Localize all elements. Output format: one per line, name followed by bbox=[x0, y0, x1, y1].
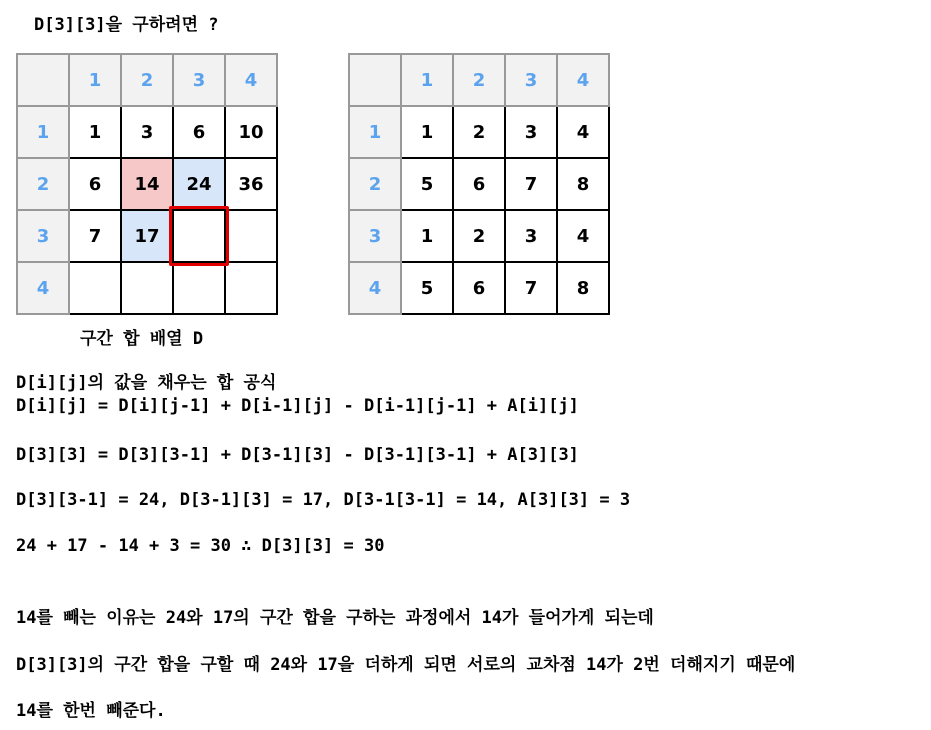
grid-corner bbox=[17, 54, 69, 106]
row-header: 1 bbox=[17, 106, 69, 158]
result-line: 24 + 17 - 14 + 3 = 30 ∴ D[3][3] = 30 bbox=[16, 536, 385, 556]
grid-cell: 2 bbox=[453, 210, 505, 262]
grid-cell-target bbox=[173, 210, 225, 262]
grid-cell: 7 bbox=[505, 262, 557, 314]
grid-cell: 1 bbox=[401, 106, 453, 158]
source-array-grid-a bbox=[348, 53, 610, 315]
page-title: D[3][3]을 구하려면 ? bbox=[34, 15, 219, 35]
grid-cell: 10 bbox=[225, 106, 277, 158]
grid-cell bbox=[225, 262, 277, 314]
grid-cell: 6 bbox=[453, 262, 505, 314]
substitution-line: D[3][3] = D[3][3-1] + D[3-1][3] - D[3-1][3-1] + A[3][3] bbox=[16, 445, 579, 465]
column-header: 3 bbox=[173, 54, 225, 106]
grid-cell-added: 17 bbox=[121, 210, 173, 262]
grid-cell: 5 bbox=[401, 158, 453, 210]
column-header: 2 bbox=[453, 54, 505, 106]
grid-cell bbox=[69, 262, 121, 314]
grid-cell: 8 bbox=[557, 158, 609, 210]
grid-cell: 4 bbox=[557, 210, 609, 262]
grid-cell: 1 bbox=[69, 106, 121, 158]
grid-cell: 6 bbox=[69, 158, 121, 210]
row-header: 2 bbox=[349, 158, 401, 210]
grid-cell: 3 bbox=[121, 106, 173, 158]
grid-cell: 4 bbox=[557, 106, 609, 158]
column-header: 3 bbox=[505, 54, 557, 106]
formula-heading: D[i][j]의 값을 채우는 합 공식 bbox=[16, 373, 277, 393]
grid-cell: 3 bbox=[505, 210, 557, 262]
grid-corner bbox=[349, 54, 401, 106]
column-header: 1 bbox=[401, 54, 453, 106]
column-header: 1 bbox=[69, 54, 121, 106]
formula-line: D[i][j] = D[i][j-1] + D[i-1][j] - D[i-1][j-1] + A[i][j] bbox=[16, 396, 579, 416]
grid-cell: 6 bbox=[173, 106, 225, 158]
grid-cell: 6 bbox=[453, 158, 505, 210]
grid-cell: 36 bbox=[225, 158, 277, 210]
grid-cell-subtracted: 14 bbox=[121, 158, 173, 210]
grid-cell: 7 bbox=[505, 158, 557, 210]
grid-cell: 3 bbox=[505, 106, 557, 158]
column-header: 4 bbox=[557, 54, 609, 106]
column-header: 4 bbox=[225, 54, 277, 106]
grid-d-caption: 구간 합 배열 D bbox=[80, 329, 204, 349]
grid-cell bbox=[173, 262, 225, 314]
grid-cell-added: 24 bbox=[173, 158, 225, 210]
explanation-line-3: 14를 한번 빼준다. bbox=[16, 701, 166, 721]
row-header: 1 bbox=[349, 106, 401, 158]
row-header: 3 bbox=[349, 210, 401, 262]
row-header: 2 bbox=[17, 158, 69, 210]
row-header: 4 bbox=[17, 262, 69, 314]
grid-cell: 7 bbox=[69, 210, 121, 262]
row-header: 4 bbox=[349, 262, 401, 314]
explanation-line-1: 14를 빼는 이유는 24와 17의 구간 합을 구하는 과정에서 14가 들어가게 되는데 bbox=[16, 608, 654, 628]
grid-cell: 2 bbox=[453, 106, 505, 158]
prefix-sum-grid-d bbox=[16, 53, 278, 315]
values-line: D[3][3-1] = 24, D[3-1][3] = 17, D[3-1[3-1] = 14, A[3][3] = 3 bbox=[16, 490, 631, 510]
grid-cell: 1 bbox=[401, 210, 453, 262]
grid-cell: 8 bbox=[557, 262, 609, 314]
explanation-line-2: D[3][3]의 구간 합을 구할 때 24와 17을 더하게 되면 서로의 교차점 14가 2번 더해지기 때문에 bbox=[16, 655, 796, 675]
grid-cell: 5 bbox=[401, 262, 453, 314]
grid-cell bbox=[225, 210, 277, 262]
column-header: 2 bbox=[121, 54, 173, 106]
grid-cell bbox=[121, 262, 173, 314]
row-header: 3 bbox=[17, 210, 69, 262]
